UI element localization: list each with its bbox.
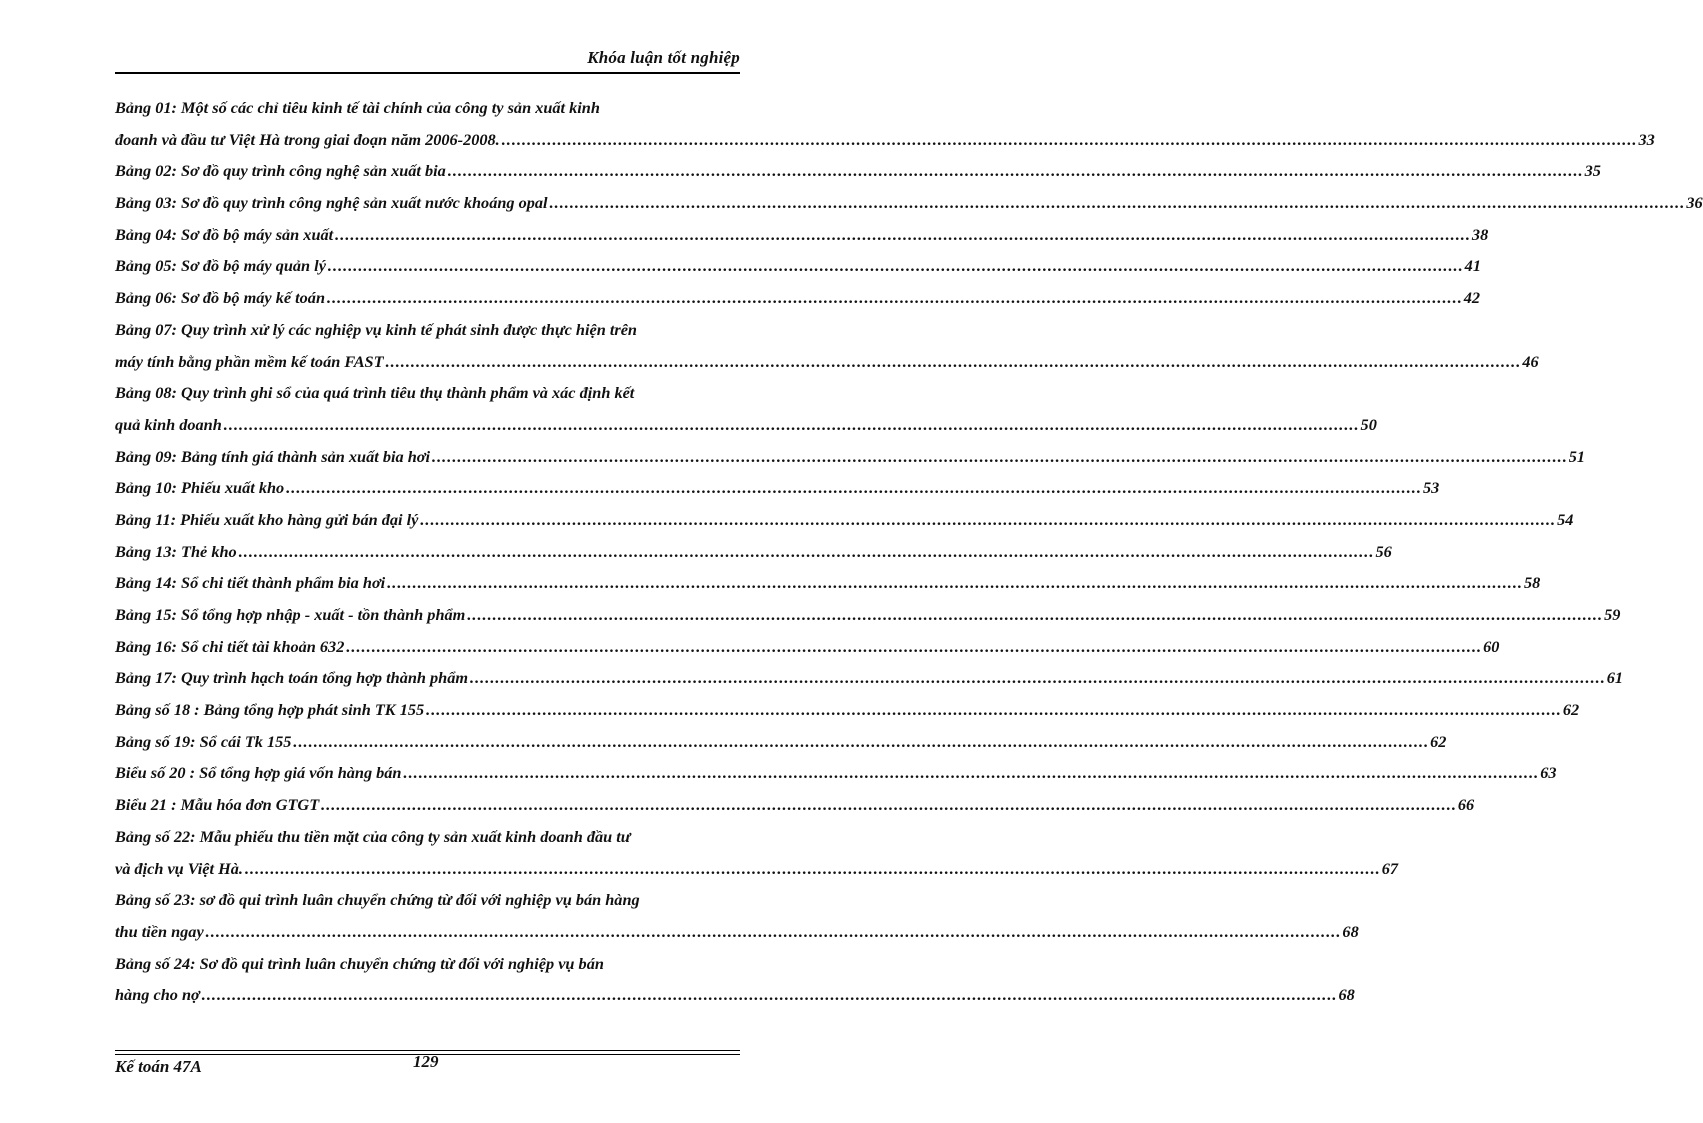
- toc-entry-text-line: Bảng 01: Một số các chỉ tiêu kinh tế tài chính của công ty sản xuất kinh: [115, 98, 600, 117]
- dot-leader: [467, 599, 1603, 631]
- dot-leader: [426, 694, 1562, 726]
- toc-entry-title: và địch vụ Việt Hà.: [115, 858, 243, 878]
- toc-entry-title: Biểu số 20 : Sổ tổng hợp giá vốn hàng bán: [115, 763, 402, 783]
- toc-page-number: 41: [1464, 256, 1481, 276]
- toc-entry-title: Bảng 13: Thẻ kho: [115, 541, 237, 561]
- toc-entry-row: [115, 155, 1601, 187]
- toc-page-number: 66: [1457, 795, 1475, 815]
- footer-divider-top: [115, 1050, 740, 1051]
- toc-entry-title: Bảng 10: Phiếu xuất kho: [115, 478, 285, 498]
- toc-entry-row: [115, 504, 1574, 536]
- toc-entry-title: đoanh và đầu tư Việt Hà trong giai đoạn năm 2006-2008.: [115, 129, 500, 149]
- toc-entry[interactable]: [115, 662, 1624, 694]
- toc-entry[interactable]: [115, 789, 1475, 821]
- toc-entry[interactable]: [115, 631, 1500, 663]
- dot-leader: [386, 346, 1522, 378]
- toc-page-number: 35: [1584, 161, 1601, 181]
- dot-leader: [470, 662, 1606, 694]
- toc-entry-row: [115, 282, 1481, 314]
- toc-entry-title: Bảng 15: Sổ tổng hợp nhập - xuất - tồn thành phẩm: [115, 605, 466, 624]
- toc-entry-text-line: Bảng số 23: sơ đồ qui trình luân chuyển chứng từ đối với nghiệp vụ bán hàng: [115, 890, 640, 910]
- dot-leader: [239, 536, 1375, 568]
- toc-page-number: 53: [1422, 478, 1440, 498]
- toc-entry-title: Bảng số 18 : Bảng tổng hợp phát sinh TK 155: [115, 700, 425, 720]
- dot-leader: [420, 504, 1556, 536]
- dot-leader: [335, 219, 1471, 251]
- toc-page-number: 62: [1562, 700, 1580, 720]
- toc-page-number: 68: [1338, 985, 1355, 1005]
- header-divider: [115, 72, 740, 74]
- toc-entry-row: [115, 979, 1355, 1011]
- dot-leader: [502, 124, 1638, 156]
- toc-entry-row: [115, 124, 1655, 156]
- toc-entry-title: Bảng 06: Sơ đồ bộ máy kế toán: [115, 288, 326, 308]
- toc-entry-row: [115, 441, 1586, 473]
- toc-entry[interactable]: [115, 504, 1574, 536]
- toc-entry[interactable]: [115, 757, 1557, 789]
- toc-entry[interactable]: [115, 282, 1481, 314]
- toc-entry-title: hàng cho nợ: [115, 985, 200, 1005]
- toc-entry-row: [115, 346, 1539, 378]
- footer-class-label: Kế toán 47A: [115, 1057, 202, 1076]
- toc-entry-text-line: Bảng số 24: Sơ đồ qui trình luân chuyển chứng từ đối với nghiệp vụ bán: [115, 953, 604, 973]
- toc-entry-row: [115, 536, 1392, 568]
- toc-entry-title: máy tính bằng phần mềm kế toán FAST: [115, 351, 384, 371]
- toc-page-number: 67: [1381, 858, 1399, 878]
- dot-leader: [550, 187, 1686, 219]
- toc-entry-text-line: Bảng 07: Quy trình xử lý các nghiệp vụ kinh tế phát sinh được thực hiện trên: [115, 319, 637, 339]
- toc-page-number: 42: [1463, 288, 1481, 308]
- toc-entry[interactable]: [115, 219, 1489, 251]
- toc-page-number: 68: [1342, 921, 1359, 941]
- toc-page-number: 63: [1540, 763, 1557, 783]
- toc-entry[interactable]: [115, 821, 1399, 884]
- toc-entry-text-line: Bảng 08: Quy trình ghi sổ của quá trình tiêu thụ thành phẩm và xác định kết: [115, 383, 635, 403]
- toc-entry[interactable]: [115, 250, 1481, 282]
- toc-entry[interactable]: [115, 155, 1601, 187]
- toc-entry-row: [115, 726, 1447, 758]
- toc-page-number: 56: [1375, 541, 1392, 561]
- toc-entry-row: [115, 694, 1580, 726]
- toc-entry-title: Bảng 11: Phiếu xuất kho hàng gửi bán đại lý: [115, 509, 419, 529]
- footer-page-number: 129: [413, 1052, 439, 1071]
- dot-leader: [328, 250, 1464, 282]
- toc-entry[interactable]: [115, 377, 1377, 440]
- toc-entry-title: Bảng 17: Quy trình hạch toán tổng hợp thành phẩm: [115, 668, 469, 688]
- toc-entry[interactable]: [115, 948, 1355, 1011]
- dot-leader: [327, 282, 1463, 314]
- toc-entry-text-line: Bảng số 22: Mẫu phiếu thu tiền mặt của công ty sản xuất kinh doanh đầu tư: [115, 826, 631, 846]
- toc-entry[interactable]: [115, 536, 1392, 568]
- toc-entry-row: [115, 757, 1557, 789]
- toc-entry[interactable]: [115, 694, 1580, 726]
- toc-entry-row: [115, 631, 1500, 663]
- toc-page-number: 61: [1606, 668, 1624, 688]
- dot-leader: [448, 155, 1584, 187]
- toc-page-number: 33: [1638, 129, 1655, 149]
- toc-entry-title: Bảng 04: Sơ đồ bộ máy sản xuất: [115, 224, 334, 244]
- toc-page-number: 46: [1522, 351, 1539, 371]
- toc-page-number: 60: [1483, 636, 1500, 656]
- dot-leader: [202, 979, 1338, 1011]
- toc-entry-title: Bảng 05: Sơ đồ bộ máy quản lý: [115, 256, 326, 276]
- toc-entry[interactable]: [115, 187, 1703, 219]
- toc-page-number: 51: [1568, 446, 1586, 466]
- toc-entry[interactable]: [115, 314, 1539, 377]
- dot-leader: [404, 757, 1540, 789]
- dot-leader: [432, 441, 1568, 473]
- toc-entry-title: Bảng số 19: Sổ cái Tk 155: [115, 731, 292, 751]
- header-title: Khóa luận tốt nghiệp: [587, 48, 740, 67]
- toc-entry-row: [115, 219, 1489, 251]
- toc-entry-row: [115, 916, 1359, 948]
- toc-entry[interactable]: [115, 726, 1447, 758]
- table-of-figures: [115, 92, 1703, 1011]
- dot-leader: [293, 726, 1429, 758]
- toc-entry-title: Biểu 21 : Mẫu hóa đơn GTGT: [115, 795, 320, 815]
- toc-entry-title: Bảng 03: Sơ đồ quy trình công nghệ sản xuất nước khoáng opal: [115, 193, 548, 213]
- toc-entry-row: [115, 599, 1621, 631]
- toc-entry-title: quả kinh doanh: [115, 414, 222, 434]
- toc-entry[interactable]: [115, 567, 1541, 599]
- toc-entry-title: Bảng 14: Sổ chi tiết thành phẩm bia hơi: [115, 573, 386, 593]
- toc-page-number: 50: [1360, 414, 1377, 434]
- toc-entry[interactable]: [115, 884, 1359, 947]
- dot-leader: [245, 853, 1381, 885]
- toc-page-number: 54: [1557, 509, 1574, 529]
- toc-page-number: 36: [1686, 193, 1703, 213]
- toc-entry[interactable]: [115, 472, 1440, 504]
- toc-entry-row: [115, 187, 1703, 219]
- dot-leader: [224, 409, 1360, 441]
- dot-leader: [321, 789, 1457, 821]
- toc-page-number: 59: [1604, 605, 1621, 624]
- toc-entry-row: [115, 662, 1624, 694]
- toc-entry-row: [115, 853, 1399, 885]
- toc-entry-title: thu tiền ngay: [115, 921, 204, 941]
- toc-entry-row: [115, 250, 1481, 282]
- toc-entry[interactable]: [115, 599, 1621, 631]
- toc-page-number: 62: [1430, 731, 1447, 751]
- toc-entry-row: [115, 409, 1377, 441]
- toc-entry-row: [115, 789, 1475, 821]
- dot-leader: [286, 472, 1422, 504]
- toc-entry[interactable]: [115, 92, 1655, 155]
- dot-leader: [387, 567, 1523, 599]
- toc-entry[interactable]: [115, 441, 1586, 473]
- toc-page-number: 58: [1523, 573, 1541, 593]
- toc-entry-title: Bảng 09: Bảng tính giá thành sản xuất bia hơi: [115, 446, 431, 466]
- dot-leader: [206, 916, 1342, 948]
- page-header: [115, 46, 740, 72]
- toc-page-number: 38: [1471, 224, 1489, 244]
- toc-entry-title: Bảng 16: Sổ chi tiết tài khoản 632: [115, 636, 345, 656]
- toc-entry-row: [115, 567, 1541, 599]
- toc-entry-row: [115, 472, 1440, 504]
- dot-leader: [346, 631, 1482, 663]
- toc-entry-title: Bảng 02: Sơ đồ quy trình công nghệ sản xuất bia: [115, 161, 446, 181]
